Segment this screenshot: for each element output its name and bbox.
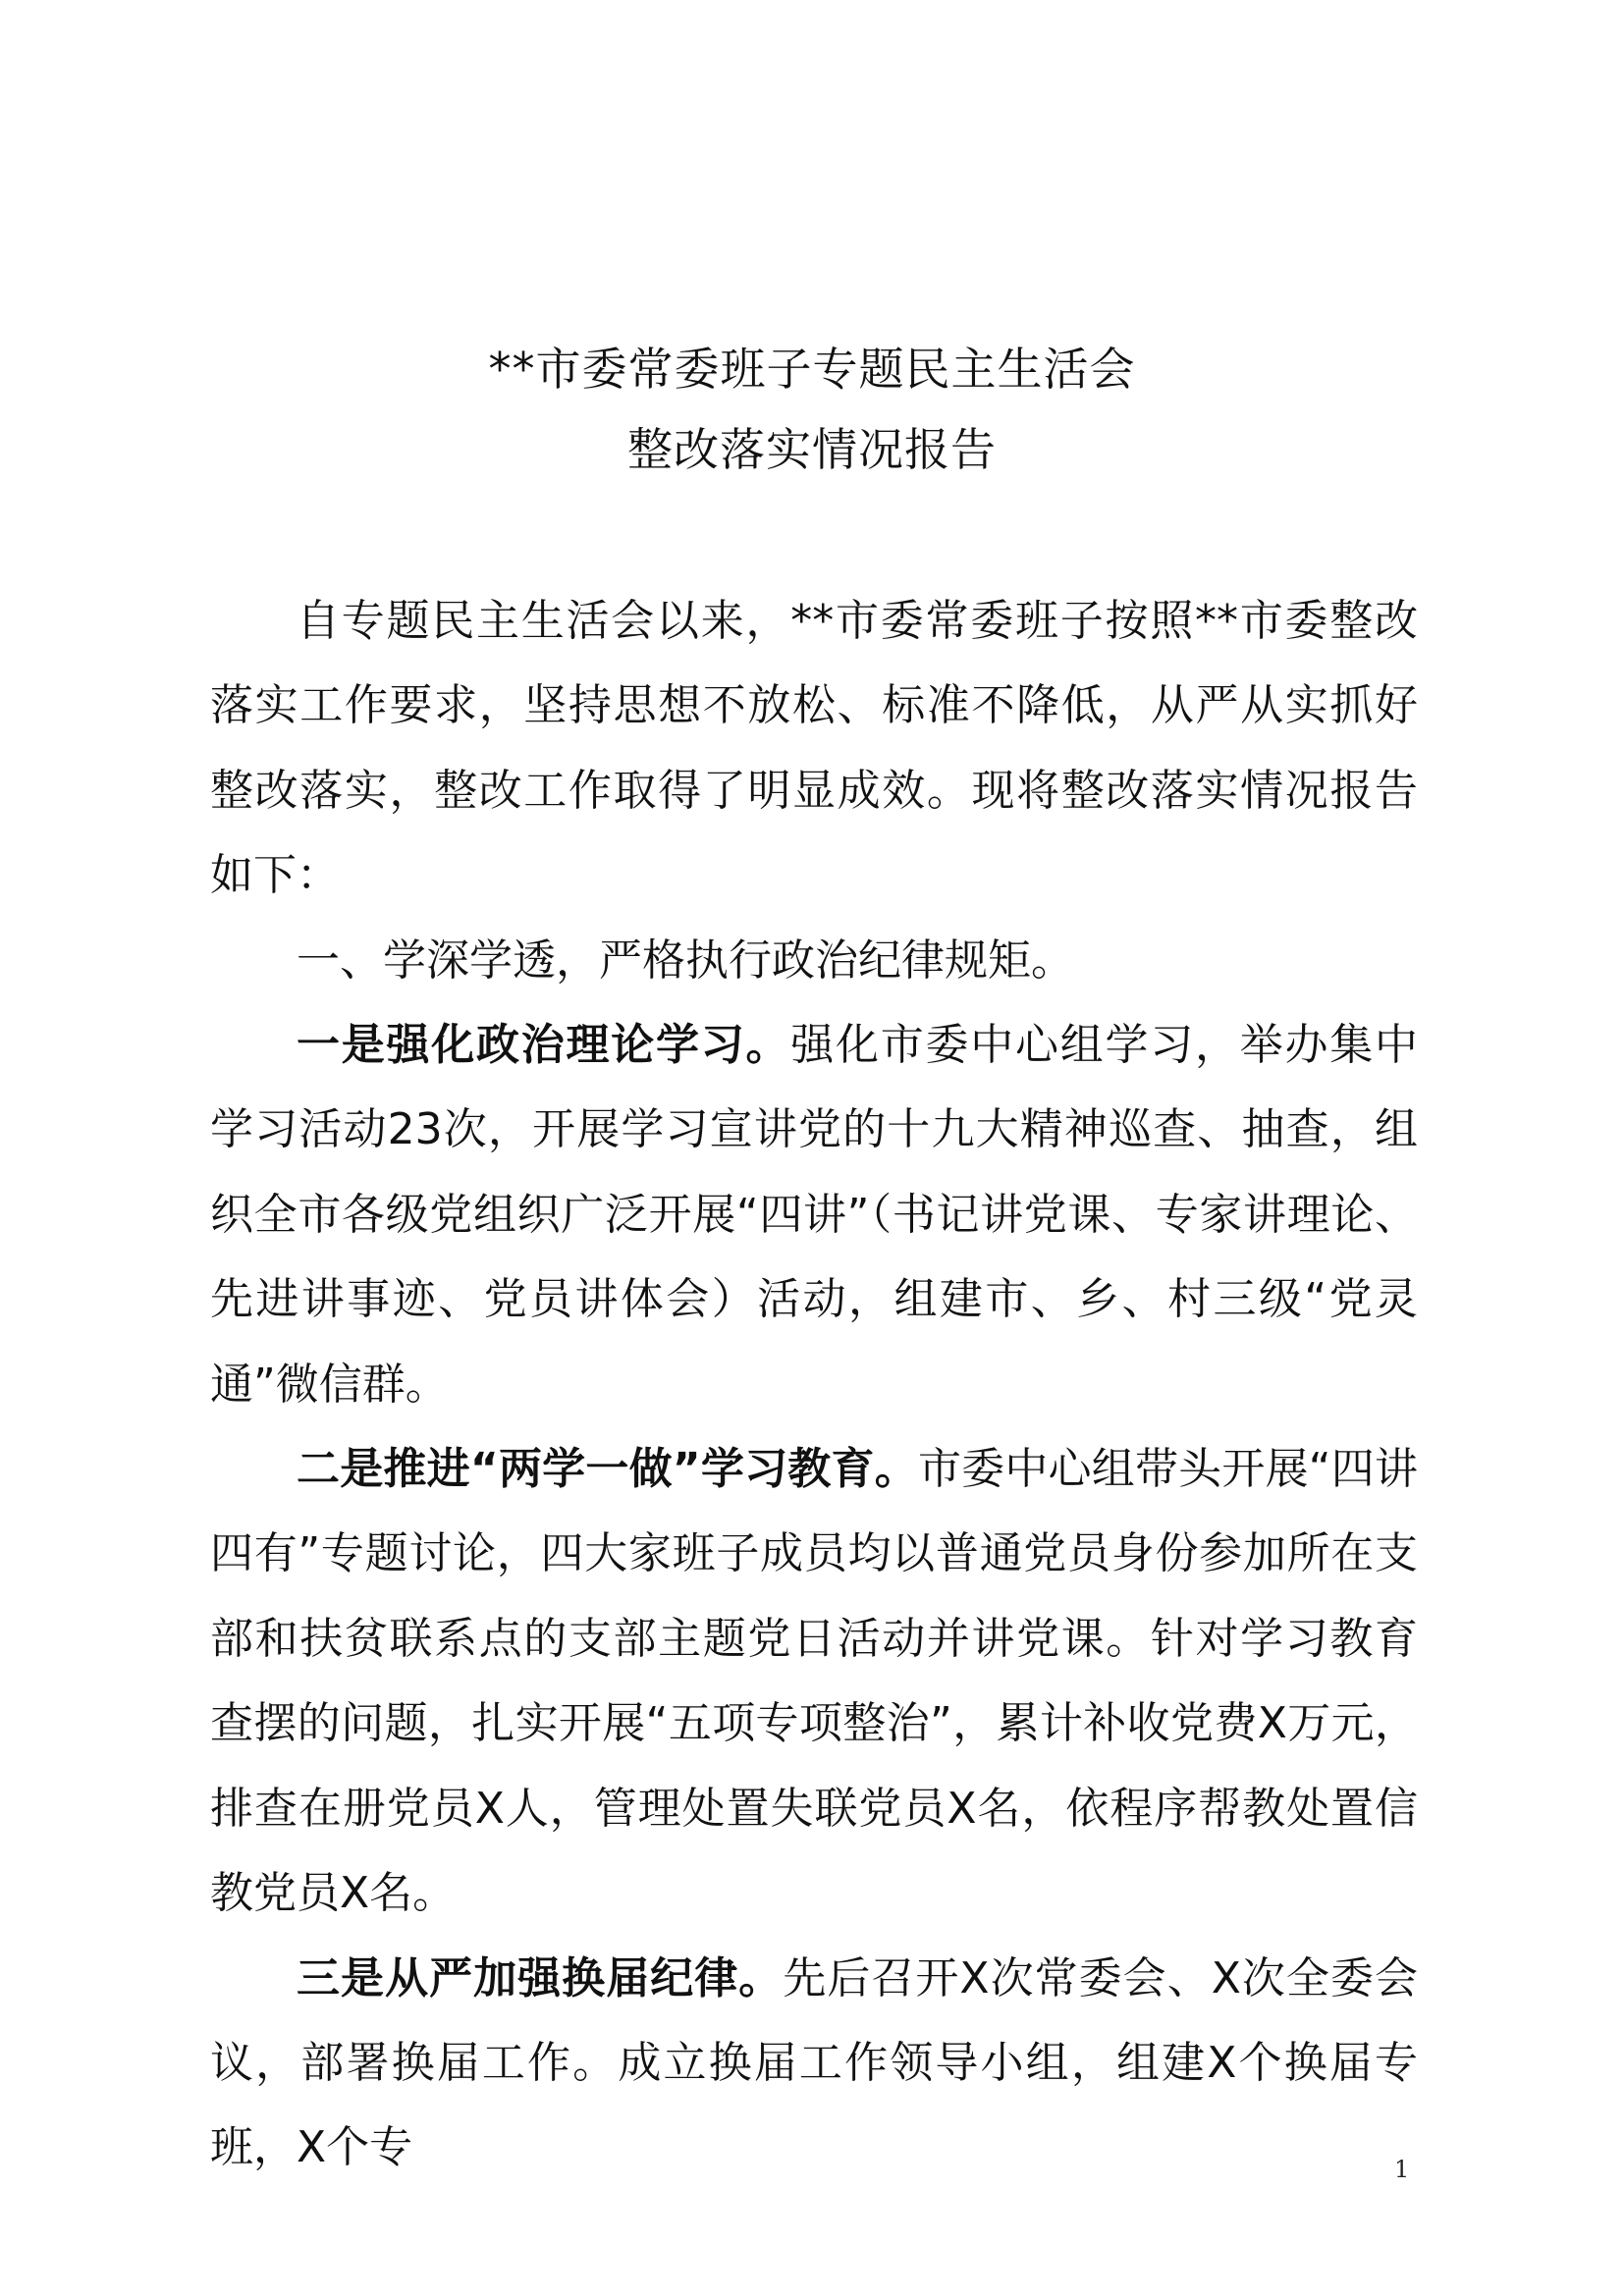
item-paragraph-3 [210,1937,1418,2191]
item-paragraph-1 [210,1003,1418,1427]
section-heading-1: 一、学深学透，严格执行政治纪律规矩。 [297,934,1074,986]
document-title [0,329,1624,490]
item-lead-3: 三是从严加强换届纪律。 [297,1952,784,2003]
item-lead-2: 二是推进“两学一做”学习教育。 [297,1444,918,1495]
document-body [210,579,1418,2191]
item-paragraph-2 [210,1427,1418,1936]
title-line-2: 整改落实情况报告 [627,423,997,476]
intro-paragraph: 自专题民主生活会以来，**市委常委班子按照**市委整改落实工作要求，坚持思想不放松、标准不降低，从严从实抓好整改落实，整改工作取得了明显成效。现将整改落实情况报告如下： [210,596,1418,901]
item-text-1: 强化市委中心组学习，举办集中学习活动23次，开展学习宣讲党的十九大精神巡查、抽查，组织全市各级党组织广泛开展“四讲”（书记讲党课、专家讲理论、先进讲事迹、党员讲体会）活动，组建市、乡、村三级“党灵通”微信群。 [210,1020,1418,1410]
page-number: 1 [1394,2156,1410,2183]
item-lead-1: 一是强化政治理论学习。 [297,1020,791,1071]
item-text-2: 市委中心组带头开展“四讲四有”专题讨论，四大家班子成员均以普通党员身份参加所在支部和扶贫联系点的支部主题党日活动并讲党课。针对学习教育查摆的问题，扎实开展“五项专项整治”，累计补收党费X万元，排查在册党员X人，管理处置失联党员X名，依程序帮教处置信教党员X名。 [210,1444,1418,1919]
item-text-3: 先后召开X次常委会、X次全委会议，部署换届工作。成立换届工作领导小组，组建X个换届专班，X个专 [210,1952,1418,2173]
title-line-1: **市委常委班子专题民主生活会 [488,343,1136,396]
